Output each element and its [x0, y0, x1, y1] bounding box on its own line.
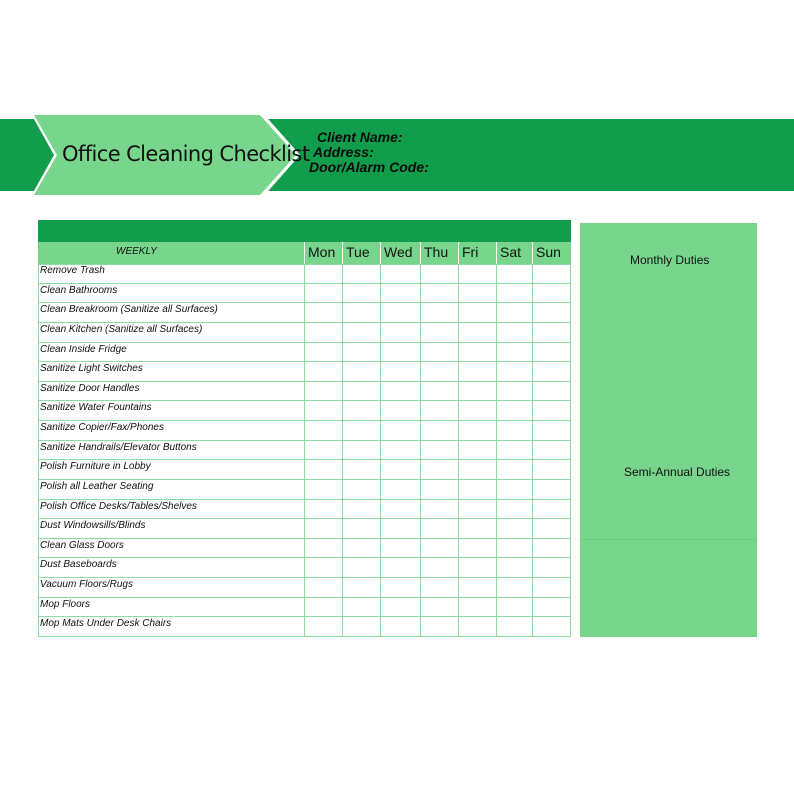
checkbox-cell-tue[interactable] — [342, 500, 380, 519]
day-header-sat — [496, 242, 532, 264]
checkbox-cell-thu[interactable] — [420, 480, 458, 499]
task-label: Dust Windowsills/Blinds — [40, 520, 146, 532]
checkbox-cell-sun[interactable] — [532, 500, 571, 519]
checkbox-cell-mon[interactable] — [304, 401, 342, 420]
checkbox-cell-sun[interactable] — [532, 284, 571, 303]
checkbox-cell-wed[interactable] — [380, 401, 420, 420]
checkbox-cell-fri[interactable] — [458, 382, 496, 401]
checkbox-cell-fri[interactable] — [458, 617, 496, 636]
day-header-label: Wed — [384, 244, 413, 260]
checkbox-cell-mon[interactable] — [304, 460, 342, 479]
checkbox-cell-sat[interactable] — [496, 460, 532, 479]
checkbox-cell-mon[interactable] — [304, 617, 342, 636]
checkbox-cell-mon[interactable] — [304, 539, 342, 558]
checkbox-cell-wed[interactable] — [380, 539, 420, 558]
table-header-row — [38, 242, 571, 264]
checkbox-cell-wed[interactable] — [380, 460, 420, 479]
checkbox-cell-tue[interactable] — [342, 264, 380, 283]
table-row — [38, 539, 571, 559]
address-label: Address: — [313, 144, 374, 160]
day-header-label: Tue — [346, 244, 370, 260]
checkbox-cell-mon[interactable] — [304, 323, 342, 342]
checkbox-cell-thu[interactable] — [420, 519, 458, 538]
client-name-label: Client Name: — [317, 129, 403, 145]
checkbox-cell-sat[interactable] — [496, 539, 532, 558]
checkbox-cell-mon[interactable] — [304, 284, 342, 303]
day-header-thu — [420, 242, 458, 264]
table-row — [38, 284, 571, 304]
checkbox-cell-thu[interactable] — [420, 264, 458, 283]
table-row — [38, 343, 571, 363]
checkbox-cell-mon[interactable] — [304, 343, 342, 362]
day-header-fri — [458, 242, 496, 264]
side-divider — [580, 539, 757, 540]
table-row — [38, 303, 571, 323]
checkbox-cell-thu[interactable] — [420, 303, 458, 322]
checkbox-cell-tue[interactable] — [342, 382, 380, 401]
checkbox-cell-sat[interactable] — [496, 362, 532, 381]
checkbox-cell-mon[interactable] — [304, 382, 342, 401]
checkbox-cell-tue[interactable] — [342, 558, 380, 577]
checkbox-cell-mon[interactable] — [304, 421, 342, 440]
checkbox-cell-fri[interactable] — [458, 264, 496, 283]
checkbox-cell-mon[interactable] — [304, 264, 342, 283]
checkbox-cell-sat[interactable] — [496, 421, 532, 440]
checkbox-cell-sun[interactable] — [532, 323, 571, 342]
day-header-label: Sat — [500, 244, 522, 260]
checkbox-cell-sun[interactable] — [532, 617, 571, 636]
table-row — [38, 460, 571, 480]
checkbox-cell-fri[interactable] — [458, 323, 496, 342]
task-label: Clean Glass Doors — [40, 539, 124, 551]
checkbox-cell-wed[interactable] — [380, 382, 420, 401]
checkbox-cell-sun[interactable] — [532, 343, 571, 362]
task-label: Dust Baseboards — [40, 559, 117, 571]
semi-annual-duties-label: Semi-Annual Duties — [624, 465, 731, 479]
checkbox-cell-tue[interactable] — [342, 303, 380, 322]
checkbox-cell-sat[interactable] — [496, 519, 532, 538]
checkbox-cell-tue[interactable] — [342, 460, 380, 479]
task-label: Sanitize Handrails/Elevator Buttons — [40, 441, 197, 453]
task-label: Sanitize Copier/Fax/Phones — [40, 422, 164, 434]
day-header-mon — [304, 242, 342, 264]
checkbox-cell-tue[interactable] — [342, 323, 380, 342]
checkbox-cell-mon[interactable] — [304, 500, 342, 519]
checkbox-cell-sat[interactable] — [496, 343, 532, 362]
table-row — [38, 598, 571, 618]
checkbox-cell-sun[interactable] — [532, 519, 571, 538]
checkbox-cell-sat[interactable] — [496, 558, 532, 577]
day-header-tue — [342, 242, 380, 264]
checkbox-cell-fri[interactable] — [458, 284, 496, 303]
task-label: Vacuum Floors/Rugs — [40, 579, 133, 591]
task-label: Sanitize Light Switches — [40, 363, 143, 375]
checkbox-cell-wed[interactable] — [380, 421, 420, 440]
checkbox-cell-thu[interactable] — [420, 343, 458, 362]
checkbox-cell-tue[interactable] — [342, 421, 380, 440]
day-header-label: Fri — [462, 244, 479, 260]
checkbox-cell-sun[interactable] — [532, 460, 571, 479]
checkbox-cell-fri[interactable] — [458, 500, 496, 519]
checkbox-cell-wed[interactable] — [380, 558, 420, 577]
table-row — [38, 264, 571, 284]
checkbox-cell-sun[interactable] — [532, 264, 571, 283]
checkbox-cell-wed[interactable] — [380, 480, 420, 499]
checkbox-cell-sun[interactable] — [532, 441, 571, 460]
checkbox-cell-wed[interactable] — [380, 519, 420, 538]
table-row — [38, 500, 571, 520]
table-row — [38, 519, 571, 539]
checkbox-cell-wed[interactable] — [380, 441, 420, 460]
checkbox-cell-wed[interactable] — [380, 264, 420, 283]
table-row — [38, 578, 571, 598]
checkbox-cell-tue[interactable] — [342, 284, 380, 303]
checkbox-cell-sun[interactable] — [532, 401, 571, 420]
checkbox-cell-fri[interactable] — [458, 578, 496, 597]
weekly-label: WEEKLY — [116, 246, 157, 257]
checkbox-cell-thu[interactable] — [420, 284, 458, 303]
checkbox-cell-tue[interactable] — [342, 362, 380, 381]
checkbox-cell-sat[interactable] — [496, 598, 532, 617]
task-label: Mop Floors — [40, 598, 91, 610]
checkbox-cell-sat[interactable] — [496, 264, 532, 283]
monthly-duties-label: Monthly Duties — [630, 253, 710, 267]
checkbox-cell-tue[interactable] — [342, 578, 380, 597]
checkbox-cell-thu[interactable] — [420, 401, 458, 420]
task-label: Polish Furniture in Lobby — [40, 461, 151, 473]
checkbox-cell-tue[interactable] — [342, 441, 380, 460]
table-row — [38, 362, 571, 382]
checkbox-cell-wed[interactable] — [380, 578, 420, 597]
checkbox-cell-thu[interactable] — [420, 500, 458, 519]
task-label: Clean Bathrooms — [40, 284, 118, 296]
checkbox-cell-thu[interactable] — [420, 617, 458, 636]
day-header-wed — [380, 242, 420, 264]
page-title: Office Cleaning Checklist — [62, 142, 310, 166]
checkbox-cell-sun[interactable] — [532, 382, 571, 401]
checkbox-cell-fri[interactable] — [458, 343, 496, 362]
checkbox-cell-sat[interactable] — [496, 500, 532, 519]
checkbox-cell-fri[interactable] — [458, 460, 496, 479]
checkbox-cell-sat[interactable] — [496, 284, 532, 303]
table-row — [38, 382, 571, 402]
task-label: Sanitize Water Fountains — [40, 402, 152, 414]
checkbox-cell-wed[interactable] — [380, 343, 420, 362]
task-label: Sanitize Door Handles — [40, 382, 140, 394]
checkbox-cell-sat[interactable] — [496, 617, 532, 636]
checkbox-cell-fri[interactable] — [458, 480, 496, 499]
task-label: Mop Mats Under Desk Chairs — [40, 618, 172, 630]
checkbox-cell-thu[interactable] — [420, 362, 458, 381]
checkbox-cell-thu[interactable] — [420, 323, 458, 342]
task-label: Clean Kitchen (Sanitize all Surfaces) — [40, 323, 203, 335]
checkbox-cell-sat[interactable] — [496, 401, 532, 420]
checkbox-cell-tue[interactable] — [342, 539, 380, 558]
checkbox-cell-fri[interactable] — [458, 558, 496, 577]
checkbox-cell-thu[interactable] — [420, 382, 458, 401]
day-header-sun — [532, 242, 571, 264]
checkbox-cell-mon[interactable] — [304, 519, 342, 538]
table-row — [38, 401, 571, 421]
checkbox-cell-fri[interactable] — [458, 401, 496, 420]
checkbox-cell-fri[interactable] — [458, 421, 496, 440]
checkbox-cell-thu[interactable] — [420, 558, 458, 577]
checkbox-cell-mon[interactable] — [304, 441, 342, 460]
checkbox-cell-sun[interactable] — [532, 598, 571, 617]
checkbox-cell-thu[interactable] — [420, 598, 458, 617]
checkbox-cell-mon[interactable] — [304, 362, 342, 381]
door-alarm-code-label: Door/Alarm Code: — [309, 159, 429, 175]
day-header-label: Mon — [308, 244, 336, 260]
side-duties-panel — [580, 223, 757, 637]
checkbox-cell-sat[interactable] — [496, 382, 532, 401]
checkbox-cell-sun[interactable] — [532, 303, 571, 322]
checkbox-cell-tue[interactable] — [342, 343, 380, 362]
checkbox-cell-sun[interactable] — [532, 480, 571, 499]
checkbox-cell-sun[interactable] — [532, 558, 571, 577]
checkbox-cell-sun[interactable] — [532, 578, 571, 597]
checkbox-cell-fri[interactable] — [458, 519, 496, 538]
checkbox-cell-mon[interactable] — [304, 598, 342, 617]
checkbox-cell-thu[interactable] — [420, 441, 458, 460]
checkbox-cell-sat[interactable] — [496, 323, 532, 342]
day-header-label: Thu — [424, 244, 449, 260]
checkbox-cell-thu[interactable] — [420, 421, 458, 440]
checkbox-cell-mon[interactable] — [304, 578, 342, 597]
checkbox-cell-tue[interactable] — [342, 519, 380, 538]
checkbox-cell-sun[interactable] — [532, 539, 571, 558]
task-label: Remove Trash — [40, 265, 105, 276]
checkbox-cell-wed[interactable] — [380, 362, 420, 381]
checkbox-cell-tue[interactable] — [342, 480, 380, 499]
checkbox-cell-sun[interactable] — [532, 421, 571, 440]
weekly-checklist-table — [38, 220, 571, 637]
table-row — [38, 441, 571, 461]
checkbox-cell-fri[interactable] — [458, 598, 496, 617]
table-title-bar — [38, 220, 571, 242]
table-row — [38, 323, 571, 343]
checkbox-cell-sat[interactable] — [496, 441, 532, 460]
checkbox-cell-sat[interactable] — [496, 480, 532, 499]
checkbox-cell-fri[interactable] — [458, 303, 496, 322]
table-row — [38, 617, 571, 637]
table-row — [38, 558, 571, 578]
checkbox-cell-mon[interactable] — [304, 558, 342, 577]
checkbox-cell-wed[interactable] — [380, 500, 420, 519]
checkbox-cell-thu[interactable] — [420, 460, 458, 479]
checkbox-cell-wed[interactable] — [380, 617, 420, 636]
checkbox-cell-wed[interactable] — [380, 323, 420, 342]
table-row — [38, 480, 571, 500]
day-header-label: Sun — [536, 244, 561, 260]
checkbox-cell-tue[interactable] — [342, 401, 380, 420]
checkbox-cell-fri[interactable] — [458, 539, 496, 558]
checkbox-cell-sat[interactable] — [496, 578, 532, 597]
checkbox-cell-mon[interactable] — [304, 480, 342, 499]
checkbox-cell-fri[interactable] — [458, 441, 496, 460]
checkbox-cell-wed[interactable] — [380, 284, 420, 303]
checkbox-cell-fri[interactable] — [458, 362, 496, 381]
checkbox-cell-tue[interactable] — [342, 598, 380, 617]
checkbox-cell-sat[interactable] — [496, 303, 532, 322]
checkbox-cell-thu[interactable] — [420, 578, 458, 597]
checkbox-cell-tue[interactable] — [342, 617, 380, 636]
checkbox-cell-thu[interactable] — [420, 539, 458, 558]
task-label: Polish all Leather Seating — [40, 480, 154, 492]
checkbox-cell-mon[interactable] — [304, 303, 342, 322]
task-label: Clean Breakroom (Sanitize all Surfaces) — [40, 304, 218, 316]
checkbox-cell-sun[interactable] — [532, 362, 571, 381]
task-label: Polish Office Desks/Tables/Shelves — [40, 500, 197, 512]
table-row — [38, 421, 571, 441]
task-label: Clean Inside Fridge — [40, 343, 127, 355]
checkbox-cell-wed[interactable] — [380, 598, 420, 617]
checkbox-cell-wed[interactable] — [380, 303, 420, 322]
